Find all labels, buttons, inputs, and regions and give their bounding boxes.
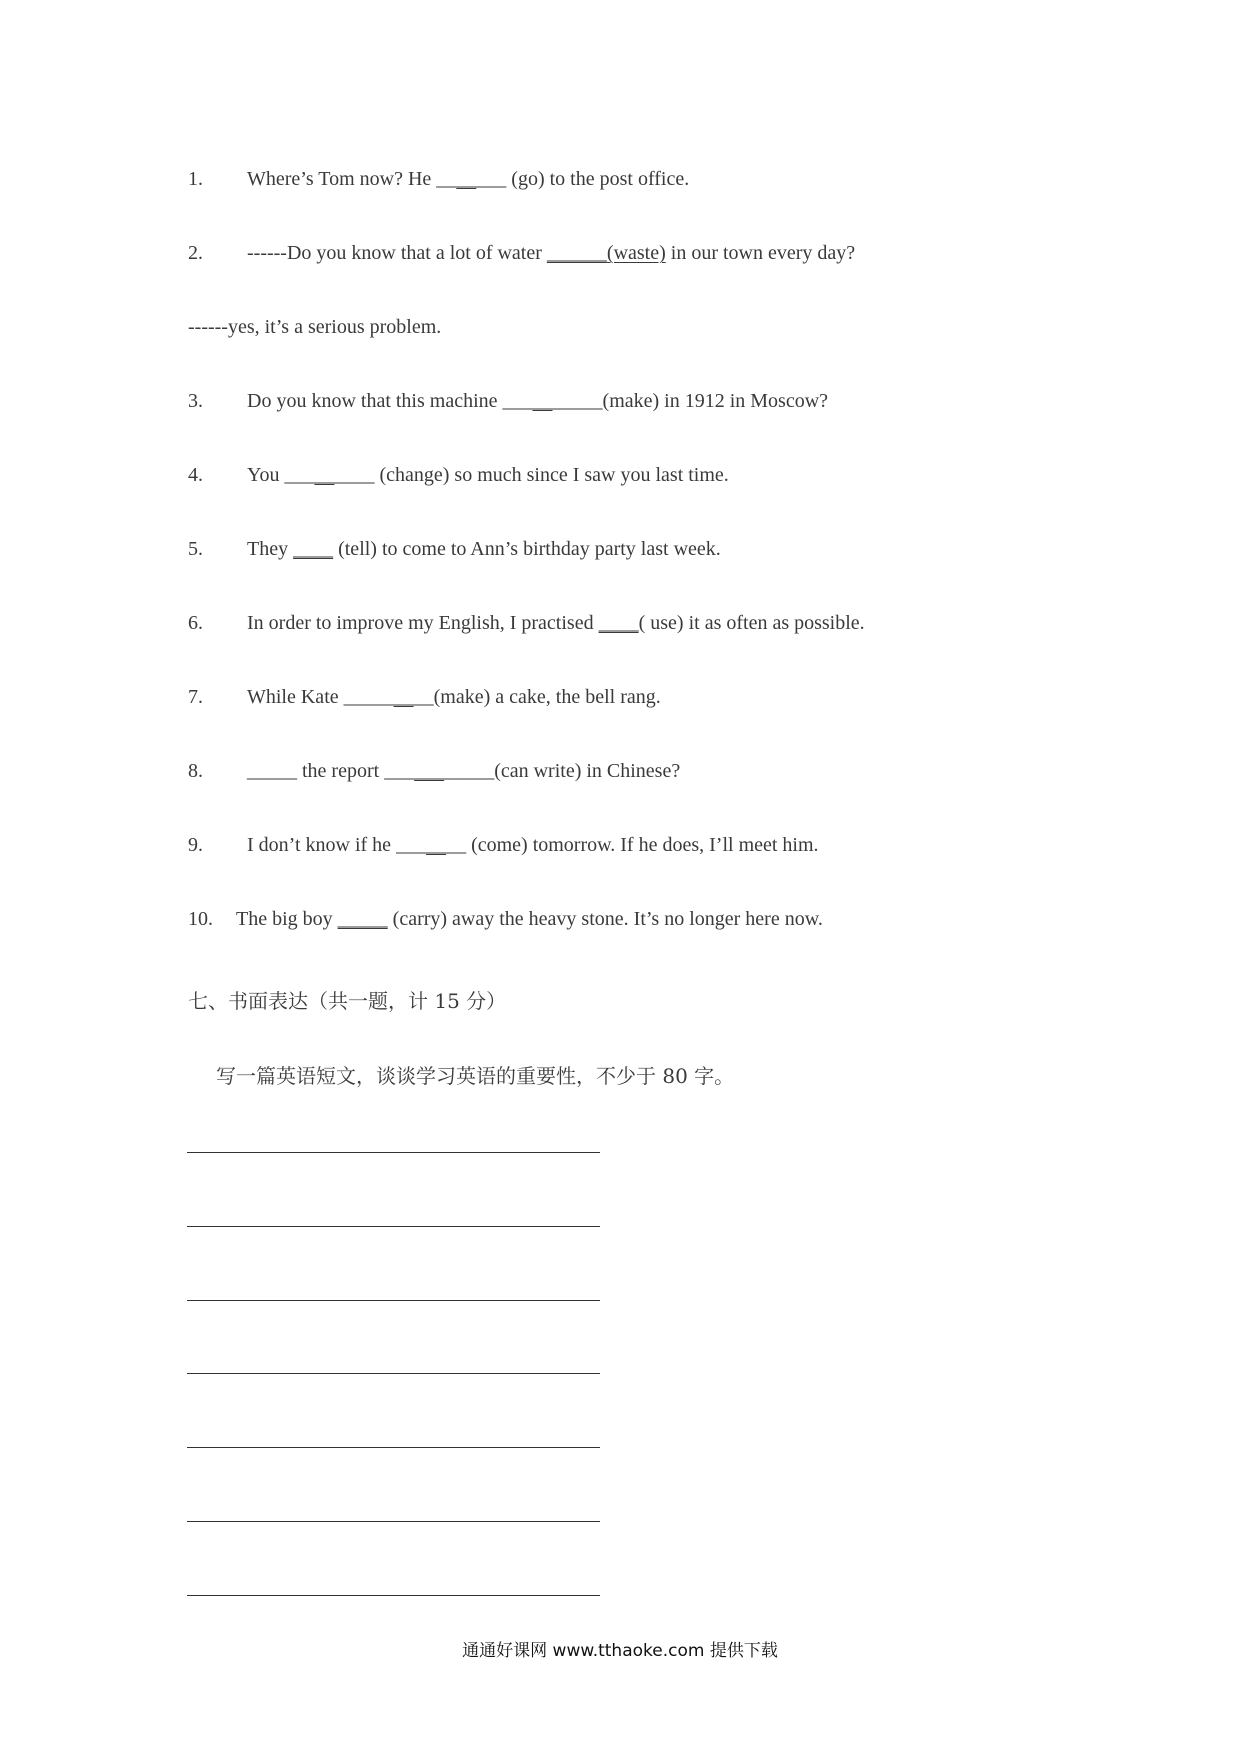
question-number: 9. [188,834,203,856]
question-text: ------yes, it’s a serious problem. [188,316,442,338]
question-text: In order to improve my English, I practised ____( use) it as often as possible. [247,612,865,634]
writing-line[interactable] [187,1521,600,1522]
question-text: While Kate _________(make) a cake, the bell rang. [247,686,661,708]
question-number: 10. [188,908,213,930]
question-number: 8. [188,760,203,782]
writing-line[interactable] [187,1300,600,1301]
writing-line[interactable] [187,1447,600,1448]
writing-line[interactable] [187,1152,600,1153]
writing-instruction: 写一篇英语短文，谈谈学习英语的重要性，不少于 80 字。 [216,1064,735,1088]
writing-line[interactable] [187,1226,600,1227]
question-text: I don’t know if he _______ (come) tomorrow. If he does, I’ll meet him. [247,834,819,856]
question-number: 3. [188,390,203,412]
section-title: 七、书面表达（共一题，计 15 分） [188,989,507,1013]
question-number: 4. [188,464,203,486]
writing-line[interactable] [187,1373,600,1374]
question-text: ------Do you know that a lot of water ______(waste) in our town every day? [247,242,856,264]
question-text: They ____ (tell) to come to Ann’s birthday party last week. [247,538,721,560]
question-text: Where’s Tom now? He _______ (go) to the post office. [247,168,690,190]
question-number: 6. [188,612,203,634]
question-number: 5. [188,538,203,560]
question-number: 1. [188,168,203,190]
question-number: 7. [188,686,203,708]
question-text: You _________ (change) so much since I saw you last time. [247,464,729,486]
question-number: 2. [188,242,203,264]
question-text: Do you know that this machine __________(make) in 1912 in Moscow? [247,390,829,412]
footer: 通通好课网 www.tthaoke.com 提供下载 [462,1641,778,1661]
writing-line[interactable] [187,1595,600,1596]
question-text: _____ the report ___________(can write) in Chinese? [247,760,681,782]
question-text: The big boy _____ (carry) away the heavy stone. It’s no longer here now. [236,908,823,930]
